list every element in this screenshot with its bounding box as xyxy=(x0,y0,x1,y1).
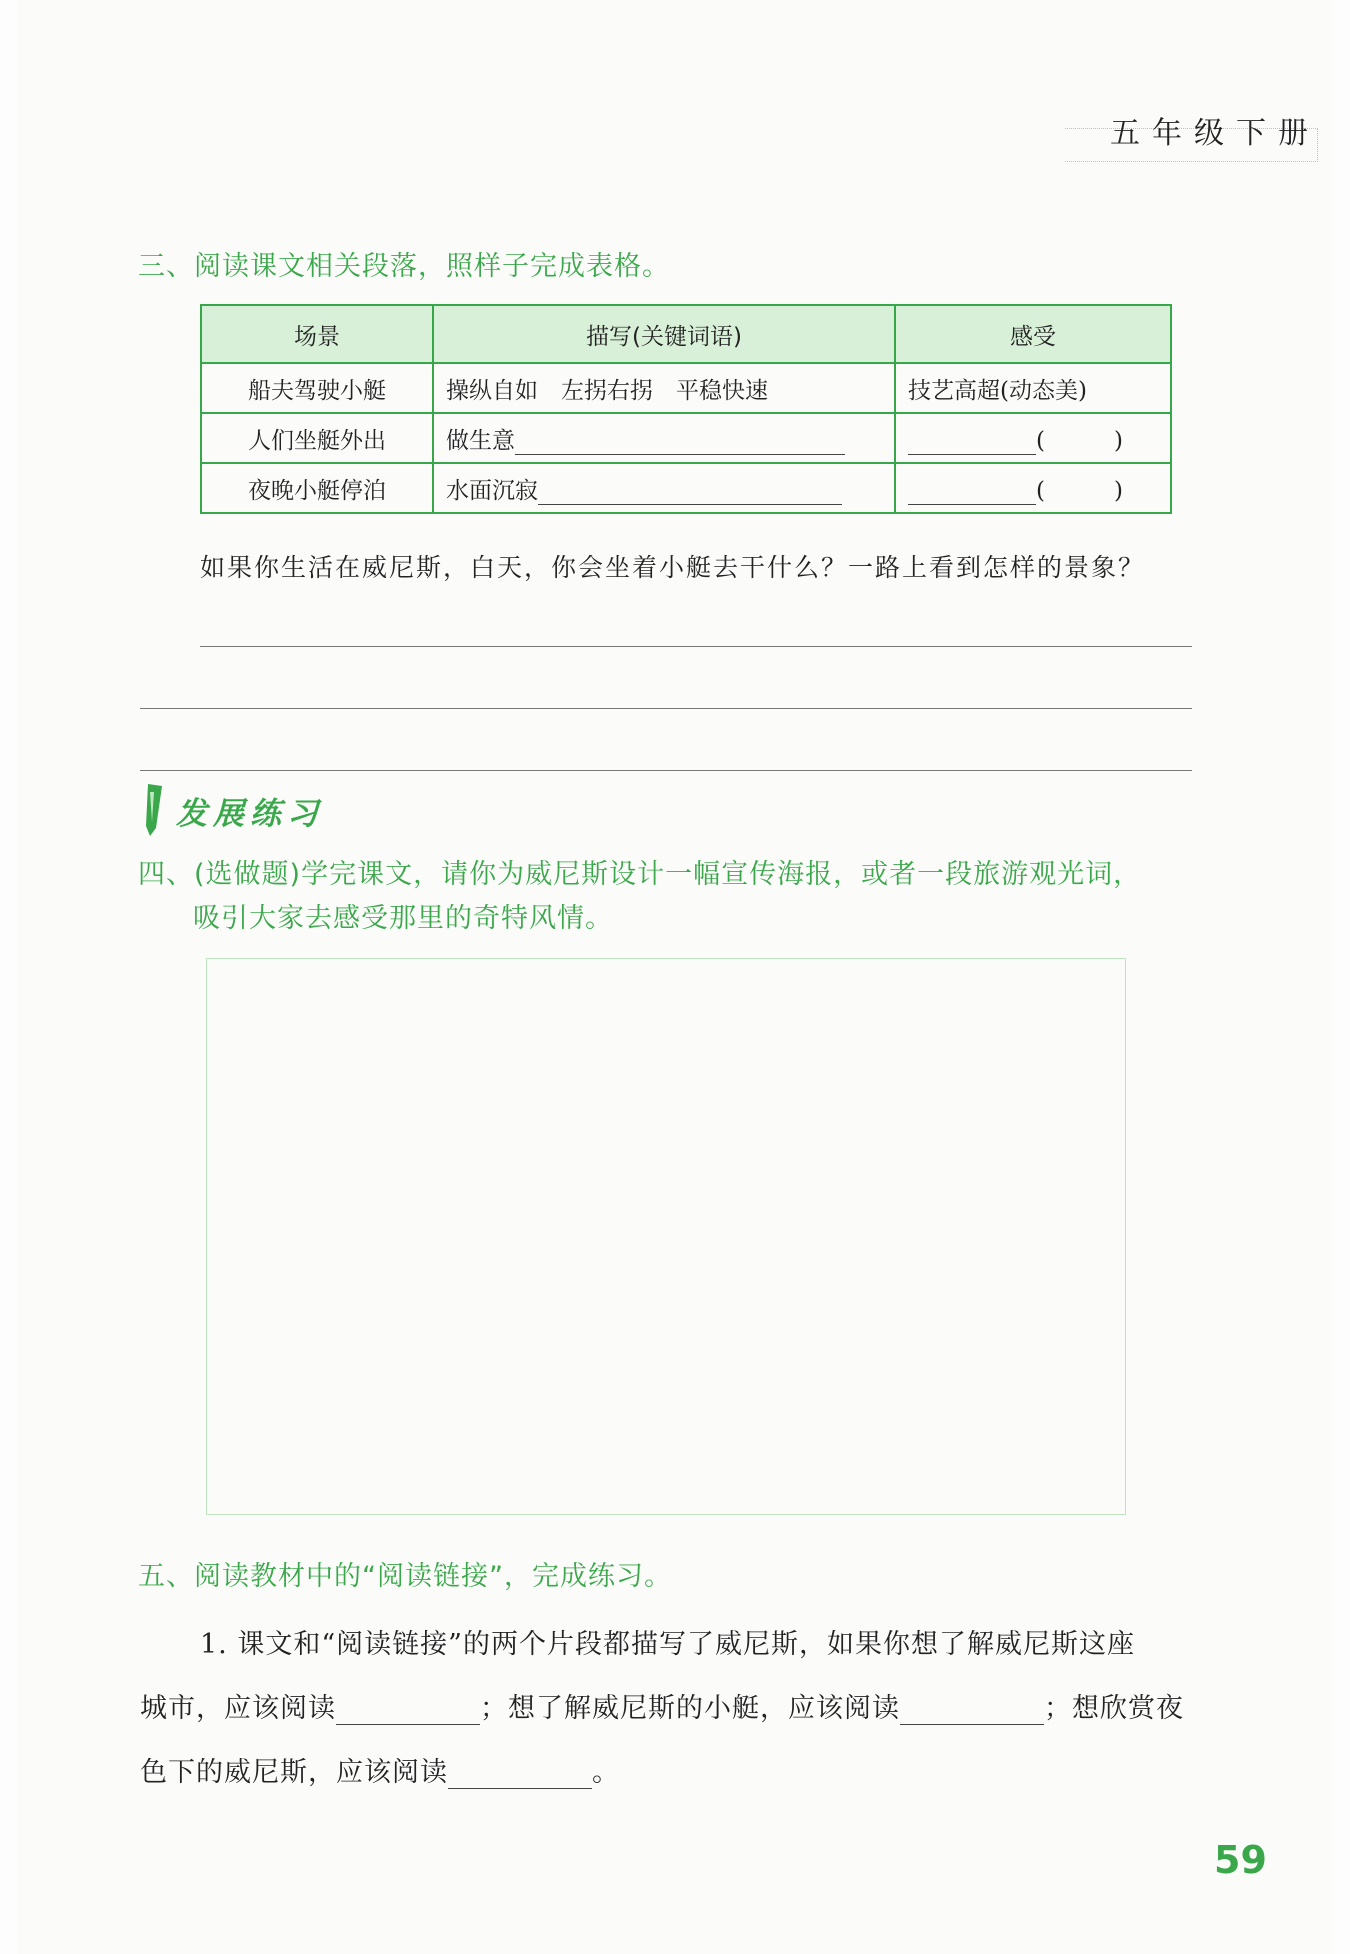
line2-text-b: ；想了解威尼斯的小艇，应该阅读 xyxy=(480,1693,900,1724)
answer-line[interactable] xyxy=(140,770,1192,771)
line3-text-a: 色下的威尼斯，应该阅读 xyxy=(140,1757,448,1788)
section-4-line-2: 吸引大家去感受那里的奇特风情。 xyxy=(193,903,613,934)
reading-table xyxy=(200,304,1172,514)
answer-blank-boat[interactable] xyxy=(900,1696,1044,1725)
exercise-1-line-3 xyxy=(140,1750,620,1789)
line2-text-a: 城市，应该阅读 xyxy=(140,1693,336,1724)
table-row xyxy=(201,413,1171,463)
answer-line[interactable] xyxy=(200,646,1192,647)
pencil-icon xyxy=(140,782,170,840)
question-text: 如果你生活在威尼斯，白天，你会坐着小艇去干什么？一路上看到怎样的景象？ xyxy=(200,553,1146,582)
line2-text-c: ；想欣赏夜 xyxy=(1044,1693,1184,1724)
cell-feeling xyxy=(895,463,1171,513)
cell-scene: 船夫驾驶小艇 xyxy=(201,363,433,413)
header-description: 描写(关键词语) xyxy=(433,305,895,363)
cell-feeling: 技艺高超(动态美) xyxy=(895,363,1171,413)
feeling-blank[interactable] xyxy=(908,426,1036,455)
description-prefix: 做生意 xyxy=(446,427,515,454)
cell-description: 操纵自如 左拐右拐 平稳快速 xyxy=(433,363,895,413)
cell-description xyxy=(433,463,895,513)
feeling-paren: ( ) xyxy=(1036,477,1123,504)
answer-line[interactable] xyxy=(140,708,1192,709)
cell-scene: 人们坐艇外出 xyxy=(201,413,433,463)
header-scene: 场景 xyxy=(201,305,433,363)
cell-scene: 夜晚小艇停泊 xyxy=(201,463,433,513)
exercise-1-line-1: 1. 课文和“阅读链接”的两个片段都描写了威尼斯，如果你想了解威尼斯这座 xyxy=(200,1629,1135,1660)
header-feeling: 感受 xyxy=(895,305,1171,363)
cell-feeling xyxy=(895,413,1171,463)
section-5-title: 五、阅读教材中的“阅读链接”，完成练习。 xyxy=(138,1561,672,1592)
page-number: 59 xyxy=(1214,1838,1267,1882)
answer-blank-night[interactable] xyxy=(448,1760,592,1789)
line3-text-b: 。 xyxy=(592,1757,620,1788)
exercise-1-line-2 xyxy=(140,1686,1184,1725)
feeling-paren: ( ) xyxy=(1036,427,1123,454)
description-blank[interactable] xyxy=(515,426,845,455)
table-row xyxy=(201,363,1171,413)
section-3-title: 三、阅读课文相关段落，照样子完成表格。 xyxy=(138,251,670,282)
section-4-line-1: 四、(选做题)学完课文，请你为威尼斯设计一幅宣传海报，或者一段旅游观光词， xyxy=(138,859,1142,890)
description-prefix: 水面沉寂 xyxy=(446,477,538,504)
poster-drawing-area[interactable] xyxy=(206,958,1126,1515)
description-blank[interactable] xyxy=(538,476,842,505)
answer-blank-city[interactable] xyxy=(336,1696,480,1725)
grade-label: 五年级下册 xyxy=(1110,116,1320,151)
feeling-blank[interactable] xyxy=(908,476,1036,505)
table-row xyxy=(201,463,1171,513)
table-header-row xyxy=(201,305,1171,363)
cell-description xyxy=(433,413,895,463)
development-heading: 发展练习 xyxy=(176,796,324,832)
